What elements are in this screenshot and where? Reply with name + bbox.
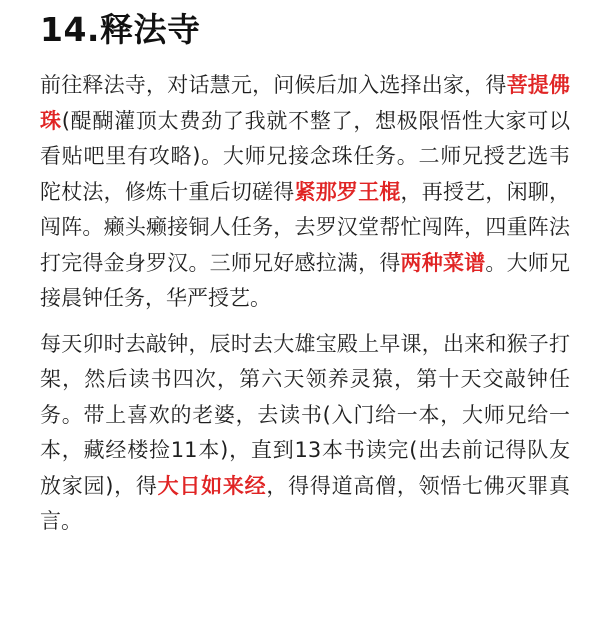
paragraph-2 xyxy=(40,327,570,540)
text-segment: ，得得道高僧，领悟七佛灭罪真言。 xyxy=(40,473,571,533)
text-segment: 。大师兄接晨钟任务，华严授艺。 xyxy=(40,250,571,310)
text-segment: ，再授艺，闲聊，闯阵。癞头癞接铜人任务，去罗汉堂帮忙闯阵，四重阵法打完得金身罗汉。三师兄好感拉满，得 xyxy=(40,179,571,275)
highlight-item-name: 大日如来经 xyxy=(157,473,267,498)
section-title: 14.释法寺 xyxy=(40,10,201,49)
highlight-item-name: 菩提佛珠 xyxy=(40,73,571,133)
text-segment: 前往释法寺，对话慧元，问候后加入选择出家，得 xyxy=(40,73,507,97)
article xyxy=(40,0,570,540)
highlight-item-name: 两种菜谱 xyxy=(400,250,486,275)
text-segment: (醍醐灌顶太费劲了我就不整了，想极限悟性大家可以看贴吧里有攻略)。大师兄接念珠任务。二师兄授艺选韦陀杖法，修炼十重后切磋得 xyxy=(40,108,570,204)
paragraph-1 xyxy=(40,68,570,317)
highlight-item-name: 紧那罗王棍 xyxy=(294,179,401,204)
text-segment: 每天卯时去敲钟，辰时去大雄宝殿上早课，出来和猴子打架，然后读书四次，第六天领养灵猿，第十天交敲钟任务。带上喜欢的老婆，去读书(入门给一本，大师兄给一本，藏经楼捡11本)，直到13本书读完(出去前记得队友放家园)，得 xyxy=(40,331,570,498)
